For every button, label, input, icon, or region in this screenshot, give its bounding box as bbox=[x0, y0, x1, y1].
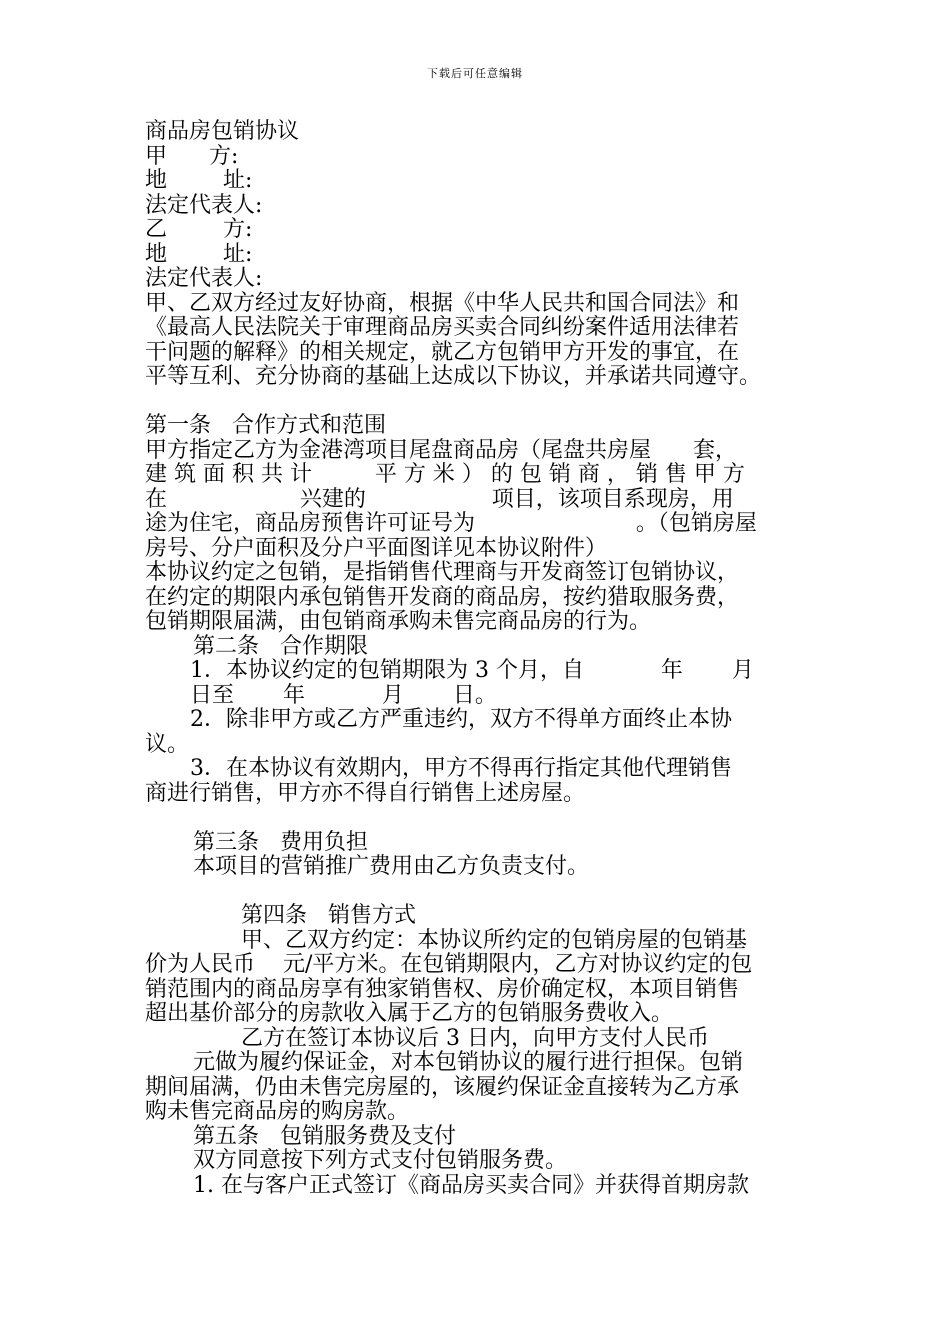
article-1-line: 房号、分户面积及分户平面图详见本协议附件） bbox=[145, 535, 608, 561]
article-4-line: 甲、乙双方约定：本协议所约定的包销房屋的包销基 bbox=[241, 927, 748, 953]
article-1-line: 包销期限届满，由包销商承购未售完商品房的行为。 bbox=[145, 609, 652, 634]
article-4-line: 元做为履约保证金，对本包销协议的履行进行担保。包销 bbox=[193, 1050, 744, 1075]
article-1-line: 本协议约定之包销，是指销售代理商与开发商签订包销协议， bbox=[145, 560, 740, 585]
article-2-item: 议。 bbox=[145, 731, 190, 757]
article-4-line: 销范围内的商品房享有独家销售权、房价确定权，本项目销售 bbox=[145, 976, 740, 1002]
article-5-heading: 第五条 包销服务费及支付 bbox=[193, 1123, 456, 1149]
article-4-line: 期间届满，仍由未售完房屋的，该履约保证金直接转为乙方承 bbox=[145, 1074, 740, 1100]
preamble-line: 干问题的解释》的相关规定，就乙方包销甲方开发的事宜，在 bbox=[145, 339, 740, 365]
article-5-item: 1. 在与客户正式签订《商品房买卖合同》并获得首期房款 bbox=[193, 1172, 749, 1198]
article-4-line: 购未售完商品房的购房款。 bbox=[145, 1099, 410, 1124]
page-header-note: 下载后可任意编辑 bbox=[427, 67, 523, 80]
preamble-line: 平等互利、充分协商的基础上达成以下协议，并承诺共同遵守。 bbox=[145, 364, 762, 389]
article-1-line: 甲方指定乙方为金港湾项目尾盘商品房（尾盘共房屋 套， bbox=[145, 437, 737, 463]
blank-line bbox=[145, 806, 810, 831]
party-a-address: 地 址: bbox=[145, 168, 253, 193]
article-4-heading: 第四条 销售方式 bbox=[241, 903, 416, 928]
party-b-representative: 法定代表人: bbox=[145, 266, 263, 291]
article-2-item: 3．在本协议有效期内，甲方不得再行指定其他代理销售 bbox=[190, 756, 732, 781]
party-b-name: 乙 方: bbox=[145, 217, 253, 242]
article-1-line: 建 筑 面 积 共 计 平 方 米 ） 的 包 销 商 ， 销 售 甲 方 bbox=[145, 462, 745, 487]
article-3-heading: 第三条 费用负担 bbox=[193, 829, 368, 855]
article-4-line: 价为人民币 元/平方米。在包销期限内，乙方对协议约定的包 bbox=[145, 952, 753, 977]
article-4-line: 乙方在签订本协议后 3 日内，向甲方支付人民币 bbox=[241, 1025, 709, 1051]
article-2-heading: 第二条 合作期限 bbox=[193, 633, 368, 659]
party-b-address: 地 址: bbox=[145, 241, 253, 267]
article-2-item: 商进行销售，甲方亦不得自行销售上述房屋。 bbox=[145, 780, 586, 806]
article-2-item: 2．除非甲方或乙方严重违约，双方不得单方面终止本协 bbox=[190, 707, 732, 732]
blank-line bbox=[145, 390, 810, 415]
article-2-item: 日至 年 月 日。 bbox=[190, 682, 497, 708]
article-1-line: 在约定的期限内承包销售开发商的商品房，按约猎取服务费， bbox=[145, 584, 740, 610]
article-1-heading: 第一条 合作方式和范围 bbox=[145, 413, 386, 438]
blank-line bbox=[145, 880, 810, 905]
preamble-line: 甲、乙双方经过友好协商，根据《中华人民共和国合同法》和 bbox=[145, 290, 740, 316]
article-5-line: 双方同意按下列方式支付包销服务费。 bbox=[193, 1148, 568, 1173]
article-1-line: 在 兴建的 项目，该项目系现房，用 bbox=[145, 486, 734, 512]
party-a-name: 甲 方: bbox=[145, 143, 239, 169]
article-2-item: 1．本协议约定的包销期限为 3 个月，自 年 月 bbox=[190, 658, 754, 683]
article-4-line: 超出基价部分的房款收入属于乙方的包销服务费收入。 bbox=[145, 1001, 674, 1026]
party-a-representative: 法定代表人: bbox=[145, 192, 263, 218]
document-title: 商品房包销协议 bbox=[145, 119, 300, 144]
article-1-line: 途为住宅，商品房预售许可证号为 。（包销房屋 bbox=[145, 511, 757, 536]
document-body bbox=[145, 120, 810, 1198]
article-3-line: 本项目的营销推广费用由乙方负责支付。 bbox=[193, 854, 590, 879]
preamble-line: 《最高人民法院关于审理商品房买卖合同纠纷案件适用法律若 bbox=[145, 315, 740, 340]
